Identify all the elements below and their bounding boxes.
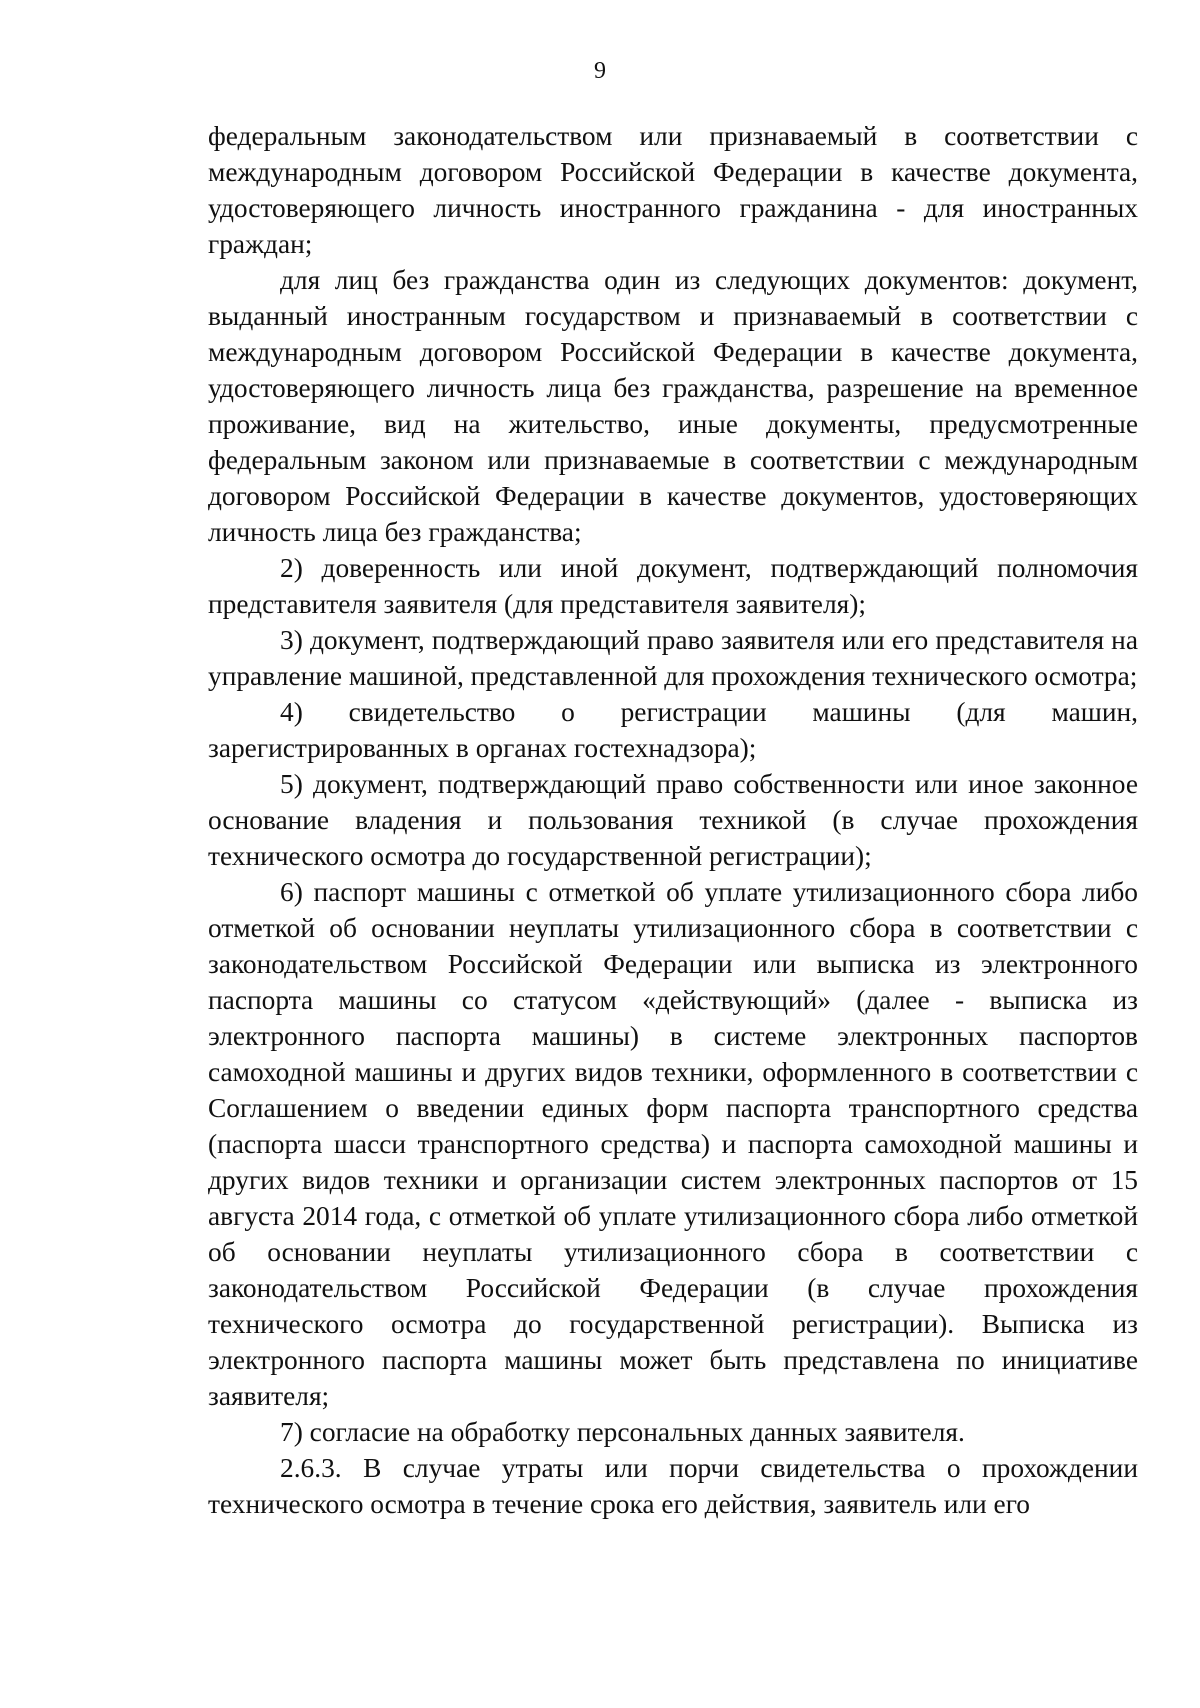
paragraph-4: 3) документ, подтверждающий право заявителя или его представителя на управление машиной, представленной для прохождения технического осмотра; <box>208 625 1138 691</box>
paragraph-6: 5) документ, подтверждающий право собственности или иное законное основание владения и пользования техникой (в случае прохождения технического осмотра до государственной регистрации); <box>208 769 1138 871</box>
document-body <box>208 118 1138 1522</box>
paragraph-3: 2) доверенность или иной документ, подтверждающий полномочия представителя заявителя (для представителя заявителя); <box>208 553 1138 619</box>
paragraph-9: 2.6.3. В случае утраты или порчи свидетельства о прохождении технического осмотра в течение срока его действия, заявитель или его <box>208 1453 1138 1519</box>
paragraph-8: 7) согласие на обработку персональных данных заявителя. <box>280 1417 965 1447</box>
paragraph-7: 6) паспорт машины с отметкой об уплате утилизационного сбора либо отметкой об основании неуплаты утилизационного сбора в соответствии с законодательством Российской Федерации или выписка из электронного паспорта машины со статусом «действующий» (далее - выписка из электронного паспорта машины) в системе электронных паспортов самоходной машины и других видов техники, оформленного в соответствии с Соглашением о введении единых форм паспорта транспортного средства (паспорта шасси транспортного средства) и паспорта самоходной машины и других видов техники и организации систем электронных паспортов от 15 августа 2014 года, с отметкой об уплате утилизационного сбора либо отметкой об основании неуплаты утилизационного сбора в соответствии с законодательством Российской Федерации (в случае прохождения технического осмотра до государственной регистрации). Выписка из электронного паспорта машины может быть представлена по инициативе заявителя; <box>208 877 1138 1411</box>
page-number: 9 <box>594 58 606 84</box>
paragraph-2: для лиц без гражданства один из следующих документов: документ, выданный иностранным государством и признаваемый в соответствии с международным договором Российской Федерации в качестве документа, удостоверяющего личность лица без гражданства, разрешение на временное проживание, вид на жительство, иные документы, предусмотренные федеральным законом или признаваемые в соответствии с международным договором Российской Федерации в качестве документов, удостоверяющих личность лица без гражданства; <box>208 265 1138 547</box>
paragraph-1: федеральным законодательством или признаваемый в соответствии с международным договором Российской Федерации в качестве документа, удостоверяющего личность иностранного гражданина - для иностранных граждан; <box>208 121 1138 259</box>
paragraph-5: 4) свидетельство о регистрации машины (для машин, зарегистрированных в органах гостехнадзора); <box>208 697 1138 763</box>
